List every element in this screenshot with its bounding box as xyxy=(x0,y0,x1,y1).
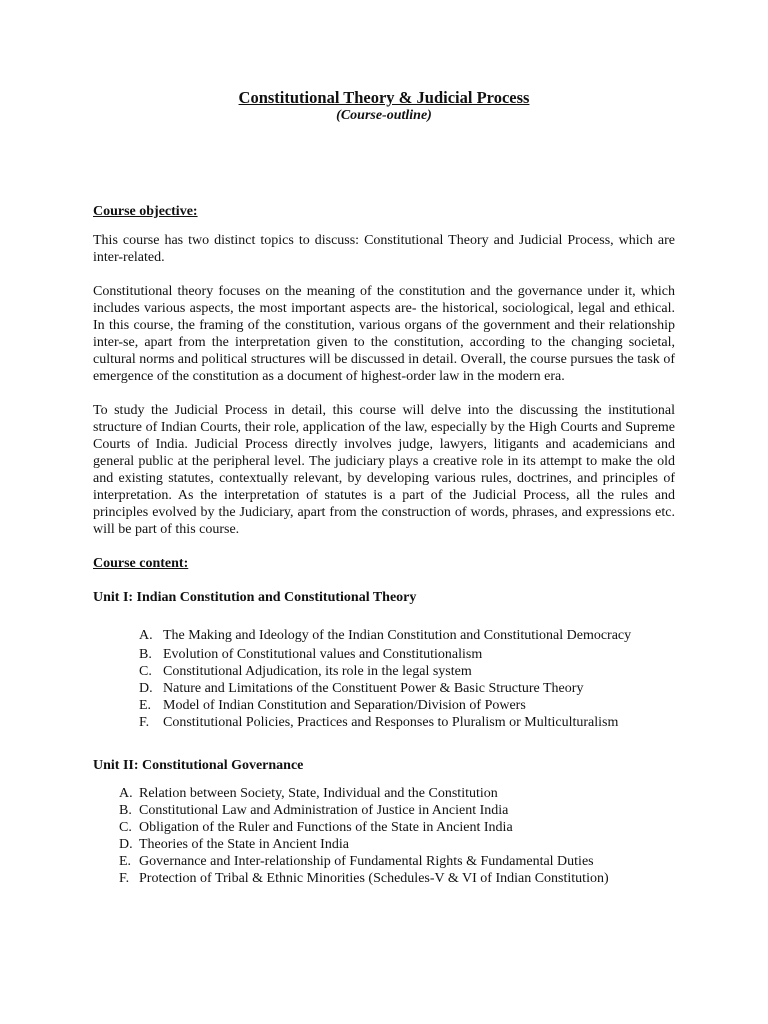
list-item xyxy=(139,714,675,731)
objective-paragraph-3: To study the Judicial Process in detail, this course will delve into the discussing the institutional structure of Indian Courts, their role, application of the law, especially by the High Courts and Supreme Courts of India. Judicial Process directly involves judge, lawyers, litigants and academicians and general public at the peripheral level. The judiciary plays a creative role in its attempt to make the old and existing statutes, contextually relevant, by developing various rules, doctrines, and principles of interpretation. As the interpretation of statutes is a part of the Judicial Process, all the rules and principles evolved by the Judiciary, apart from the construction of words, phrases, and expressions etc. will be part of this course. xyxy=(93,403,675,537)
course-objective-heading: Course objective: xyxy=(93,204,198,219)
list-item-text: Nature and Limitations of the Constituent Power & Basic Structure Theory xyxy=(163,681,584,696)
list-item-marker: B. xyxy=(139,647,152,662)
unit-2-heading: Unit II: Constitutional Governance xyxy=(93,758,304,773)
list-item xyxy=(119,870,675,887)
list-item-text: Model of Indian Constitution and Separation/Division of Powers xyxy=(163,698,526,713)
list-item-marker: E. xyxy=(139,698,152,713)
objective-paragraph-1: This course has two distinct topics to discuss: Constitutional Theory and Judicial Process, which are inter-related. xyxy=(93,233,675,265)
document-subtitle: (Course-outline) xyxy=(336,108,432,123)
unit-2-topic-list xyxy=(93,785,675,887)
list-item-marker: A. xyxy=(139,628,153,643)
list-item-text: Constitutional Policies, Practices and Responses to Pluralism or Multiculturalism xyxy=(163,715,619,730)
unit-1-heading: Unit I: Indian Constitution and Constitutional Theory xyxy=(93,590,417,605)
list-item xyxy=(119,785,675,802)
list-item xyxy=(139,680,675,697)
list-item xyxy=(139,663,675,680)
list-item-text: Obligation of the Ruler and Functions of the State in Ancient India xyxy=(139,820,513,835)
list-item-text: Governance and Inter-relationship of Fundamental Rights & Fundamental Duties xyxy=(139,854,594,869)
list-item-marker: D. xyxy=(119,837,133,852)
list-item-marker: A. xyxy=(119,786,133,801)
list-item xyxy=(119,802,675,819)
list-item-text: Relation between Society, State, Individual and the Constitution xyxy=(139,786,498,801)
list-item-text: Constitutional Adjudication, its role in the legal system xyxy=(163,664,472,679)
list-item-text: Evolution of Constitutional values and Constitutionalism xyxy=(163,647,483,662)
list-item-marker: E. xyxy=(119,854,132,869)
list-item-marker: F. xyxy=(139,715,150,730)
list-item xyxy=(139,646,675,663)
list-item xyxy=(119,853,675,870)
list-item-text: Constitutional Law and Administration of Justice in Ancient India xyxy=(139,803,509,818)
list-item xyxy=(119,836,675,853)
title-block xyxy=(0,88,768,124)
objective-paragraph-2: Constitutional theory focuses on the meaning of the constitution and the governance under it, which includes various aspects, the most important aspects are- the historical, sociological, legal and ethical. In this course, the framing of the constitution, various organs of the government and their relationship inter-se, apart from the interpretation given to the constitution, according to the changing societal, cultural norms and political structures will be discussed in detail. Overall, the course pursues the task of emergence of the constitution as a document of highest-order law in the modern era. xyxy=(93,284,675,384)
list-item-marker: F. xyxy=(119,871,130,886)
list-item xyxy=(139,697,675,714)
list-item-text: Theories of the State in Ancient India xyxy=(139,837,349,852)
list-item-marker: D. xyxy=(139,681,153,696)
list-item xyxy=(119,819,675,836)
list-item xyxy=(139,626,675,646)
unit-1-topic-list xyxy=(93,626,675,731)
document-title: Constitutional Theory & Judicial Process xyxy=(238,88,530,107)
list-item-marker: B. xyxy=(119,803,132,818)
list-item-marker: C. xyxy=(119,820,132,835)
list-item-text: The Making and Ideology of the Indian Constitution and Constitutional Democracy xyxy=(163,628,632,643)
document-body xyxy=(93,203,675,887)
list-item-marker: C. xyxy=(139,664,152,679)
list-item-text: Protection of Tribal & Ethnic Minorities (Schedules-V & VI of Indian Constitution) xyxy=(139,871,609,886)
course-content-heading: Course content: xyxy=(93,556,189,571)
